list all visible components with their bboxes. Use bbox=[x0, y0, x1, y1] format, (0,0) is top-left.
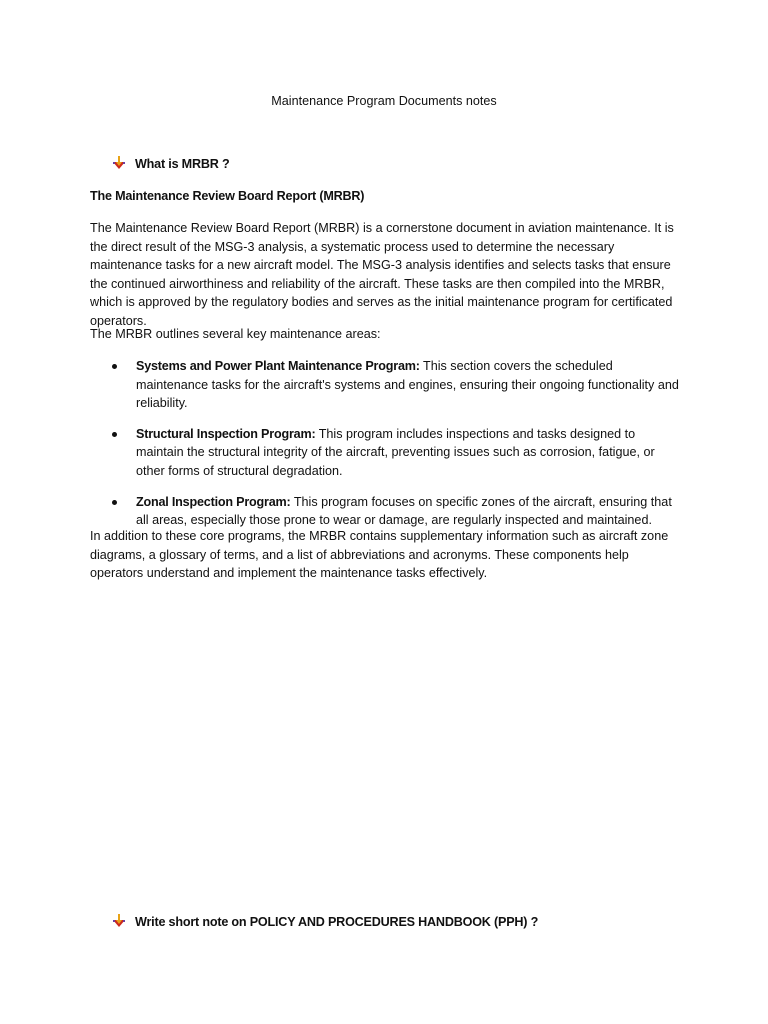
bullet-term: Structural Inspection Program: bbox=[136, 426, 316, 441]
bullet-icon bbox=[112, 364, 117, 369]
list-item bbox=[90, 357, 682, 413]
maintenance-areas-list bbox=[90, 357, 682, 542]
paragraph-key-areas: The MRBR outlines several key maintenance areas: bbox=[90, 327, 381, 341]
bullet-term: Systems and Power Plant Maintenance Program: bbox=[136, 359, 420, 373]
question-heading-pph bbox=[113, 913, 538, 932]
question-heading-mrbr bbox=[113, 155, 229, 174]
paragraph-mrbr-intro: The Maintenance Review Board Report (MRBR) is a cornerstone document in aviation maintenance. It is the direct result of the MSG-3 analysis, a systematic process used to determine the necessary maintenance tasks for a new aircraft model. The MSG-3 analysis identifies and selects tasks that ensure the continued airworthiness and reliability of the aircraft. These tasks are then compiled into the MRBR, which is approved by the regulatory bodies and serves as the initial maintenance program for certificated operators. bbox=[90, 221, 674, 328]
question-text: What is MRBR ? bbox=[135, 157, 230, 171]
arrow-down-icon bbox=[113, 156, 125, 170]
bullet-icon bbox=[112, 500, 117, 505]
bullet-text: This section covers the scheduled maintenance tasks for the aircraft's systems and engines, ensuring their ongoing functionality and reliability. bbox=[136, 359, 679, 411]
bullet-text: This program focuses on specific zones of the aircraft, ensuring that all areas, especially those prone to wear or damage, are regularly inspected and maintained. bbox=[136, 494, 672, 528]
arrow-down-icon bbox=[113, 914, 125, 928]
bullet-icon bbox=[112, 432, 117, 437]
document-title: Maintenance Program Documents notes bbox=[271, 94, 497, 108]
bullet-term: Zonal Inspection Program: bbox=[136, 494, 291, 509]
list-item bbox=[90, 493, 682, 530]
paragraph-supplementary: In addition to these core programs, the MRBR contains supplementary information such as aircraft zone diagrams, a glossary of terms, and a list of abbreviations and acronyms. These components help operators understand and implement the maintenance tasks effectively. bbox=[90, 529, 669, 581]
list-item bbox=[90, 425, 682, 481]
question-text: Write short note on POLICY AND PROCEDURES HANDBOOK (PPH) ? bbox=[135, 915, 539, 929]
bullet-text: This program includes inspections and tasks designed to maintain the structural integrity of the aircraft, preventing issues such as corrosion, fatigue, or other forms of structural degradation. bbox=[136, 426, 655, 478]
section-title: The Maintenance Review Board Report (MRBR) bbox=[90, 189, 365, 203]
